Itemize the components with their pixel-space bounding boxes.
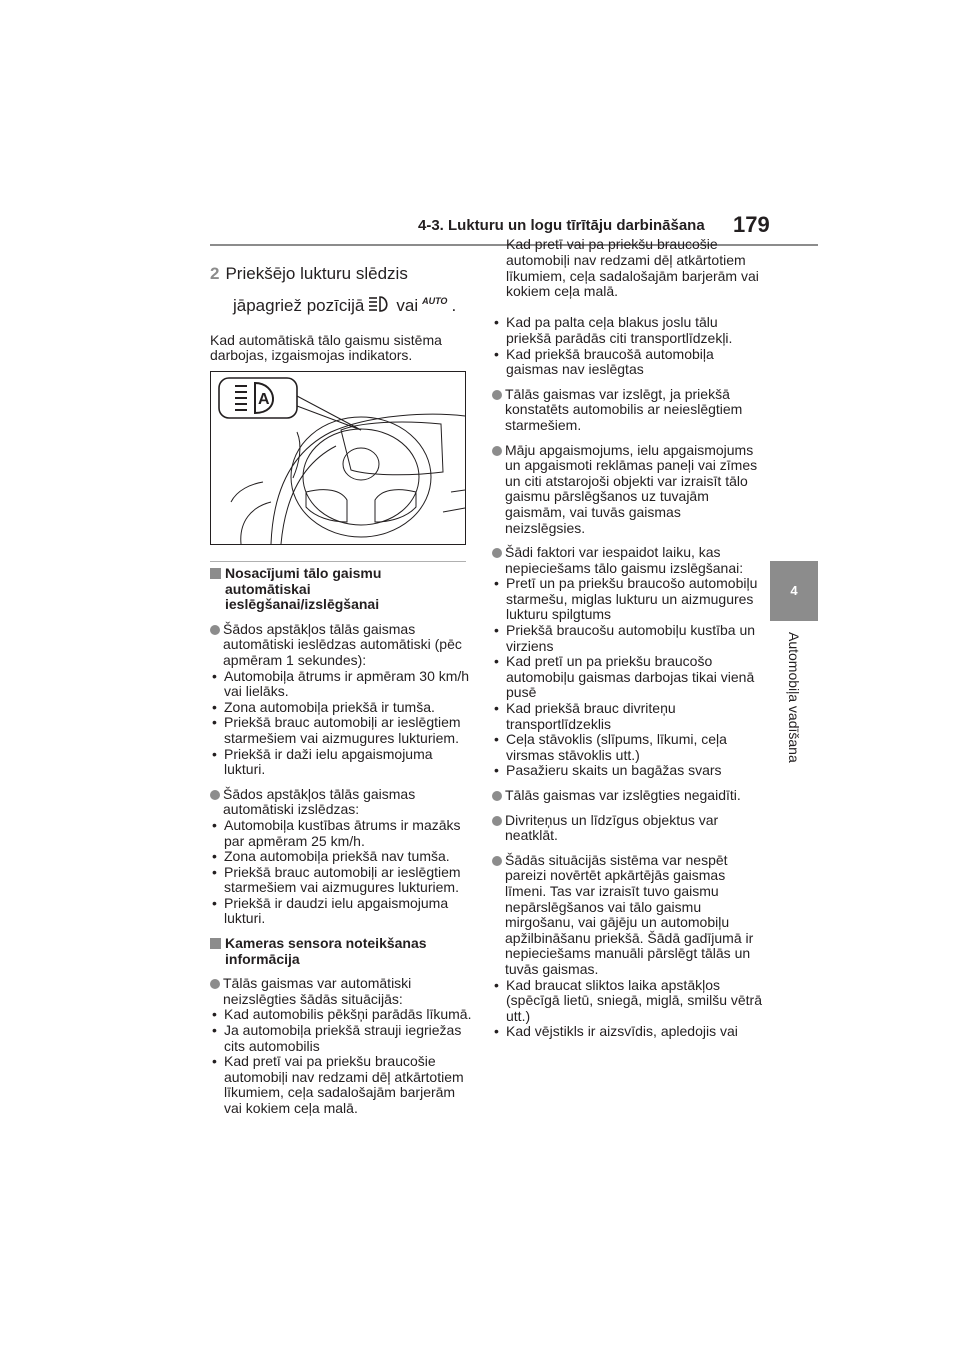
list-item: • Zona automobiļa priekšā ir tumša. (212, 698, 435, 715)
step-line2-mid: vai (396, 295, 419, 315)
bullet-dot (492, 548, 502, 558)
list-item: • Priekšā brauc automobiļi ar ieslēgtiem starmešiem vai aizmugures lukturiem. (212, 714, 461, 746)
paragraph: Tālās gaismas var izslēgt, ja priekšā konstatēts automobilis ar neieslēgtiem starmešiem. (492, 387, 762, 434)
left-column-top (210, 262, 472, 364)
bullet-dot (492, 816, 502, 826)
list-item: • Kad braucat sliktos laika apstākļos (spēcīgā lietū, sniegā, miglā, smilšu vētrā utt.) (494, 976, 762, 1024)
list-item: • Priekšā braucošu automobiļu kustība un virziens (494, 622, 756, 654)
headlight-icon (368, 294, 392, 317)
continued-item: Kad pretī vai pa priekšu braucošie automobiļi nav redzami dēļ atkārtotiem līkumiem, ceļa sadalošajām barjerām vai kokiem ceļa malā. (224, 1053, 464, 1116)
section1-on-list (210, 669, 472, 778)
list-item: • Priekšā ir daži ielu apgaismojuma lukturi. (212, 745, 433, 778)
list-item: • Kad priekšā brauc divriteņu transportlīdzeklis (494, 700, 676, 732)
step-line2-suffix: . (451, 295, 457, 315)
list-item: • Kad priekšā braucošā automobiļa gaismas nav ieslēgtas (494, 345, 714, 378)
last-list (492, 978, 762, 1040)
section-title: 4-3. Lukturu un logu tīrītāju darbināšana (418, 217, 705, 234)
paragraph: Divriteņus un līdzīgus objektus var neatklāt. (492, 813, 762, 844)
paragraph: Tālās gaismas var izslēgties negaidīti. (492, 788, 762, 804)
heading-marker (210, 568, 221, 579)
step-line2-prefix: jāpagriež pozīcijā (233, 295, 365, 315)
section2-lead: Tālās gaismas var automātiski neizslēgties šādās situācijās: (210, 976, 472, 1007)
heading-marker (210, 938, 221, 949)
bullet-dot (492, 791, 502, 801)
left-column-bottom (210, 565, 472, 1116)
section2-heading: Kameras sensora noteikšanas informācija (210, 936, 472, 967)
step-line2 (233, 294, 472, 317)
factors-lead: Šādi faktori var iespaidot laiku, kas nepieciešams tālo gaismu izslēgšanai: (492, 545, 762, 576)
list-item: • Priekšā brauc automobiļi ar ieslēgtiem starmešiem vai aizmugures lukturiem. (212, 863, 461, 896)
right-column (492, 236, 762, 1040)
page-number: 179 (733, 212, 770, 237)
chapter-number: 4 (790, 583, 798, 598)
list-item: • Zona automobiļa priekšā nav tumša. (212, 848, 450, 865)
auto-icon: AUTO (422, 295, 448, 306)
list-item: • Pasažieru skaits un bagāžas svars (494, 762, 722, 779)
list-item: • Kad pretī un pa priekšu braucošo automobiļu gaismas darbojas tikai vienā pusē (494, 653, 755, 701)
last-lead: Šādās situācijās sistēma var nespēt pareizi novērtēt apkārtējās gaismas līmeni. Tas var izraisīt tuvo gaismu nepārslēgšanos vai tālo gaismu mirgošanu, vai gājēju un automobiļu apžilbināšanu priekšā. Šādā gadījumā ir nepieciešams manuāli pārslēgt tālās un tuvās gaismas. (492, 853, 762, 978)
list-item: • Automobiļa kustības ātrums ir mazāks par apmēram 25 km/h. (212, 816, 461, 849)
factors-list (492, 576, 762, 779)
list-item: • Kad pretī vai pa priekšu braucošie automobiļi nav redzami dēļ atkārtotiem līkumiem, ceļa sadalošajām barjerām vai kokiem ceļa malā. (210, 1054, 472, 1070)
step-line1: Priekšējo lukturu slēdzis (225, 264, 408, 283)
dashboard-illustration (210, 371, 466, 545)
section1-off-lead: Šādos apstākļos tālās gaismas automātiski izslēdzas: (210, 787, 472, 818)
bullet-dot (210, 625, 220, 635)
chapter-label: Automobiļa vadīšana (786, 632, 802, 763)
svg-text:A: A (258, 391, 270, 408)
list-item: • Kad automobilis pēkšņi parādās līkumā. (212, 1006, 472, 1023)
chapter-tab[interactable] (770, 561, 818, 621)
bullet-dot (210, 979, 220, 989)
bullet-dot (210, 790, 220, 800)
step-number: 2 (210, 264, 220, 283)
bullet-dot (492, 390, 502, 400)
section1-on-lead: Šādos apstākļos tālās gaismas automātiski ieslēdzas automātiski (pēc apmēram 1 sekundes): (210, 622, 472, 669)
list-item: • Ja automobiļa priekšā strauji iegriežas cits automobilis (212, 1022, 462, 1054)
section1-heading: Nosacījumi tālo gaismu automātiskai ieslēgšanai/izslēgšanai (210, 566, 472, 613)
list-item: • Ceļa stāvoklis (slīpums, līkumi, ceļa virsmas stāvoklis utt.) (494, 731, 727, 763)
list-item: • Kad pa palta ceļa blakus joslu tālu priekšā parādās citi transportlīdzekļi. (494, 314, 733, 346)
bullet-dot (492, 856, 502, 866)
steering-wheel-illustration (211, 372, 465, 544)
intro-text: Kad automātiskā tālo gaismu sistēma darbojas, izgaismojas indikators. (210, 331, 442, 364)
list-item: • Pretī un pa priekšu braucošo automobiļu starmešu, miglas lukturu un aizmugures lukturu spilgtums (494, 575, 758, 623)
illustration-rule (210, 561, 466, 562)
list-item: • Kad vējstikls ir aizsvīdis, apledojis vai (494, 1023, 738, 1040)
section1-off-list (210, 818, 472, 927)
bullet-dot (492, 446, 502, 456)
step-2 (210, 262, 472, 286)
list-item: • Automobiļa ātrums ir apmēram 30 km/h vai lielāks. (212, 667, 470, 700)
paragraph: Māju apgaismojums, ielu apgaismojums un apgaismoti reklāmas paneļi vai zīmes un citi atstarojoši objekti var izraisīt tālo gaismu pārslēgšanos uz tuvajām gaismām, vai tuvās gaismas neizslēgsies. (492, 443, 762, 537)
list-item: • Priekšā ir daudzi ielu apgaismojuma lukturi. (212, 894, 449, 927)
list-item-continued: Kad pretī vai pa priekšu braucošie automobiļi nav redzami dēļ atkārtotiem līkumiem, ceļa sadalošajām barjerām vai kokiem ceļa malā. (506, 236, 759, 300)
section2-list-left (210, 1006, 472, 1116)
